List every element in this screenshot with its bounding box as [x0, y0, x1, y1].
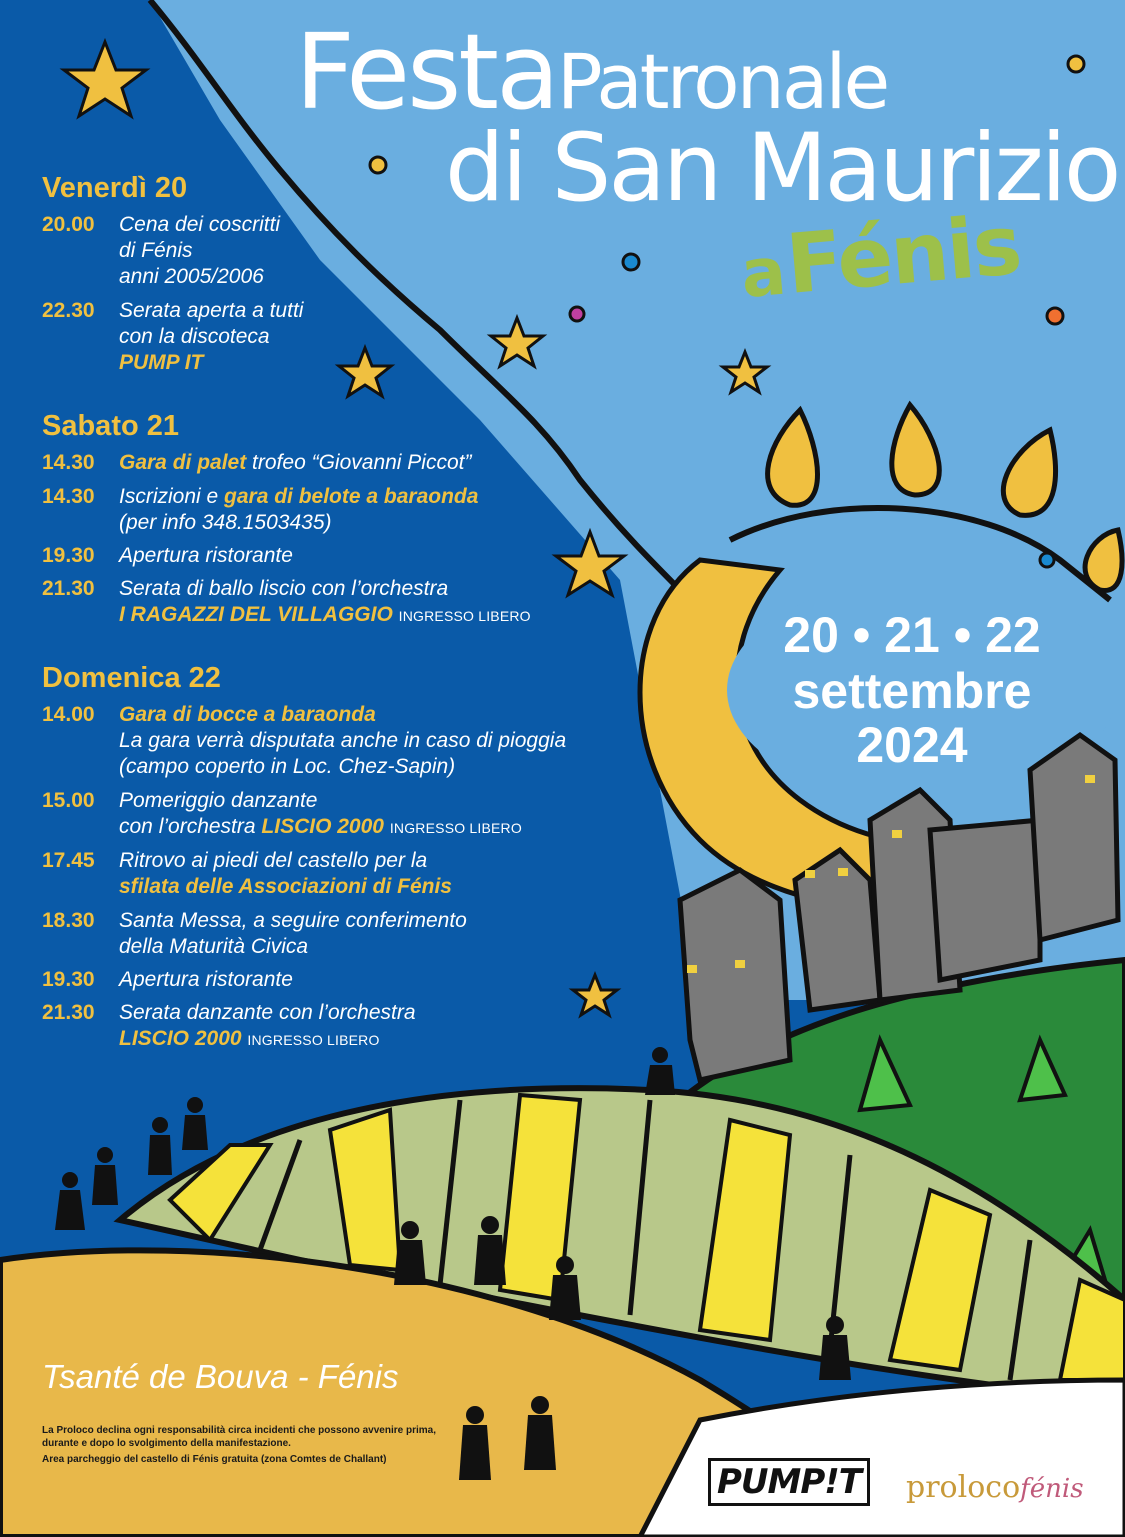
title-a: a — [737, 232, 788, 314]
event-time: 18.30 — [42, 909, 95, 932]
title-line-2: di San Maurizio — [445, 114, 1119, 223]
event-highlight: PUMP IT — [119, 351, 204, 374]
event-text: trofeo “Giovanni Piccot” — [246, 451, 472, 474]
proloco-fenis-text: fénis — [1020, 1474, 1084, 1504]
event-text: Apertura ristorante — [119, 968, 293, 991]
event-highlight: sfilata delle Associazioni di Fénis — [119, 875, 452, 898]
event-month: settembre — [792, 663, 1032, 719]
event-text: Pomeriggio danzante — [119, 789, 318, 812]
proloco-logo — [906, 1470, 1084, 1505]
event-sunday-2 — [42, 788, 662, 841]
proloco-text: proloco — [906, 1470, 1021, 1505]
event-text: La gara verrà disputata anche in caso di pioggia — [119, 729, 567, 752]
event-highlight: Gara di bocce a baraonda — [119, 703, 376, 726]
event-days: 20 • 21 • 22 — [783, 607, 1041, 663]
event-time: 20.00 — [42, 213, 95, 236]
disclaimer-text: La Proloco declina ogni responsabilità circa incidenti che possono avvenire prima, durante e dopo lo svolgimento della manifestazione. — [42, 1425, 436, 1449]
title-fenis: Fénis — [782, 197, 1024, 313]
event-sunday-6 — [42, 1000, 662, 1053]
event-friday-1 — [42, 212, 662, 290]
event-text: Serata di ballo liscio con l’orchestra — [119, 577, 449, 600]
event-time: 17.45 — [42, 849, 95, 872]
title-line-1 — [295, 11, 888, 133]
event-time: 14.00 — [42, 703, 95, 726]
event-text: Apertura ristorante — [119, 544, 293, 567]
title-festa: Festa — [295, 11, 557, 133]
event-highlight: gara di belote a baraonda — [224, 485, 479, 508]
event-saturday-4 — [42, 576, 662, 629]
event-time: 14.30 — [42, 485, 95, 508]
event-saturday-3 — [42, 543, 662, 569]
event-sunday-4 — [42, 908, 662, 960]
event-sunday-5 — [42, 967, 662, 993]
event-text: Serata aperta a tutti — [119, 299, 304, 322]
event-year: 2024 — [856, 717, 968, 773]
disclaimer — [42, 1424, 442, 1466]
event-sunday-1 — [42, 702, 662, 780]
pumpit-logo: PUMP!T — [708, 1458, 870, 1506]
event-time: 14.30 — [42, 451, 95, 474]
event-saturday-2 — [42, 484, 662, 536]
event-sunday-3 — [42, 848, 662, 900]
event-highlight: LISCIO 2000 — [119, 1027, 242, 1050]
event-time: 15.00 — [42, 789, 95, 812]
event-time: 21.30 — [42, 577, 95, 600]
location: Tsanté de Bouva - Fénis — [42, 1358, 399, 1395]
event-text: Santa Messa, a seguire conferimento — [119, 909, 467, 932]
event-text: Serata danzante con l’orchestra — [119, 1001, 416, 1024]
event-text: (per info 348.1503435) — [119, 511, 332, 534]
event-time: 19.30 — [42, 544, 95, 567]
event-highlight: Gara di palet — [119, 451, 247, 474]
parking-text: Area parcheggio del castello di Fénis gratuita (zona Comtes de Challant) — [42, 1454, 387, 1465]
event-highlight: LISCIO 2000 — [261, 815, 384, 838]
day-friday: Venerdì 20 — [42, 172, 188, 204]
event-text: di Fénis — [119, 239, 193, 262]
event-text: con la discoteca — [119, 325, 270, 348]
event-text: della Maturità Civica — [119, 935, 309, 958]
event-text: Ritrovo ai piedi del castello per la — [119, 849, 428, 872]
event-time: 19.30 — [42, 968, 95, 991]
event-highlight: I RAGAZZI DEL VILLAGGIO — [119, 603, 393, 626]
event-text: (campo coperto in Loc. Chez-Sapin) — [119, 755, 456, 778]
event-saturday-1 — [42, 450, 662, 476]
entry-note: INGRESSO LIBERO — [398, 608, 531, 624]
title-patronale: Patronale — [556, 37, 888, 126]
event-time: 21.30 — [42, 1001, 95, 1024]
event-text: Iscrizioni e — [119, 485, 225, 508]
entry-note: INGRESSO LIBERO — [389, 820, 522, 836]
event-text: anni 2005/2006 — [119, 265, 264, 288]
event-time: 22.30 — [42, 299, 95, 322]
day-sunday: Domenica 22 — [42, 662, 221, 694]
event-text: con l’orchestra — [119, 815, 262, 838]
entry-note: INGRESSO LIBERO — [247, 1032, 380, 1048]
event-friday-2 — [42, 298, 662, 376]
event-text: Cena dei coscritti — [119, 213, 281, 236]
day-saturday: Sabato 21 — [42, 410, 179, 442]
